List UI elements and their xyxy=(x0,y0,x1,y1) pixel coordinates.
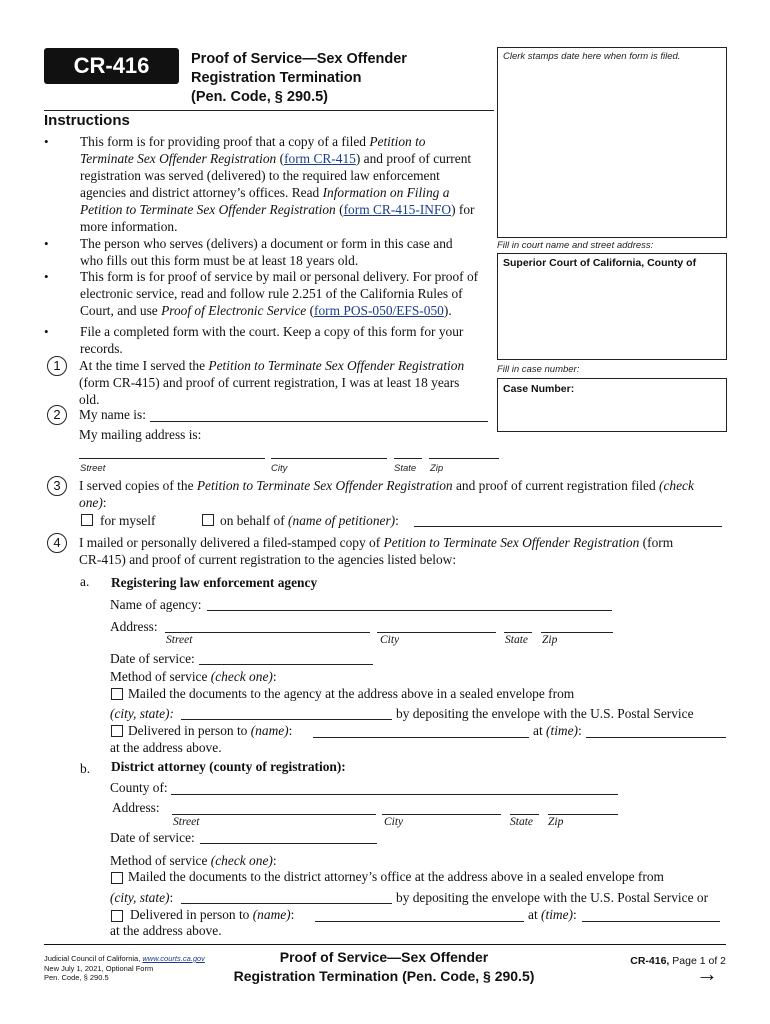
item-3-line2: one): xyxy=(79,495,107,510)
da-state-field[interactable] xyxy=(510,814,539,815)
agency-address-above: at the address above. xyxy=(110,740,222,755)
da-date-label: Date of service: xyxy=(110,830,195,845)
agency-street-caption: Street xyxy=(166,634,193,646)
section-b-letter: b. xyxy=(80,761,91,776)
item-1-line1: At the time I served the Petition to Terminate Sex Offender Registration xyxy=(79,358,465,373)
link-cr-415[interactable]: form CR-415 xyxy=(284,151,356,166)
form-title-line3: (Pen. Code, § 290.5) xyxy=(191,89,328,105)
instr-1-line4: agencies and district attorney’s offices. Read Information on Filing a xyxy=(80,185,450,200)
instr-1-line2: Terminate Sex Offender Registration (form CR-415) and proof of current xyxy=(80,151,472,166)
instr-1-line6: more information. xyxy=(80,219,178,234)
court-name-box[interactable] xyxy=(497,253,727,360)
instructions-heading: Instructions xyxy=(44,112,130,129)
instr-2-line2: who fills out this form must be at least 18 years old. xyxy=(80,253,359,268)
item-4-line2: CR-415) and proof of current registration to the agencies listed below: xyxy=(79,552,457,567)
agency-mailed-citystate-label: (city, state): xyxy=(110,706,174,721)
for-myself-checkbox[interactable] xyxy=(81,514,93,526)
section-b-heading: District attorney (county of registration): xyxy=(111,759,346,774)
agency-date-label: Date of service: xyxy=(110,651,195,666)
footer-date: New July 1, 2021, Optional Form xyxy=(44,963,154,973)
bullet-2: • xyxy=(44,236,49,251)
court-label: Superior Court of California, County of xyxy=(503,257,697,269)
instr-3-line3: Court, and use Proof of Electronic Service (form POS-050/EFS-050). xyxy=(80,303,452,318)
case-fill-label: Fill in case number: xyxy=(497,364,580,375)
city-caption: City xyxy=(271,463,288,474)
zip-caption: Zip xyxy=(430,463,444,474)
agency-date-field[interactable] xyxy=(199,664,373,665)
da-delivered-name-field[interactable] xyxy=(315,921,524,922)
court-fill-label: Fill in court name and street address: xyxy=(497,240,654,251)
footer-council: Judicial Council of California, www.courts.ca.gov New July 1, 2021, Optional Form Pen. Code, § 290.5 xyxy=(44,954,205,982)
agency-name-label: Name of agency: xyxy=(110,597,202,612)
da-address-label: Address: xyxy=(112,800,160,815)
item-1-line3: old. xyxy=(79,392,100,407)
da-mailed-line2: by depositing the envelope with the U.S. Postal Service or xyxy=(396,890,709,905)
agency-time-label: at (time): xyxy=(533,723,582,738)
address-street-field[interactable] xyxy=(79,458,265,459)
da-delivered-checkbox[interactable] xyxy=(111,910,123,922)
agency-delivered-name-field[interactable] xyxy=(313,737,529,738)
section-a-heading: Registering law enforcement agency xyxy=(111,575,318,590)
form-title-line2: Registration Termination xyxy=(191,70,362,86)
agency-delivered-checkbox[interactable] xyxy=(111,725,123,737)
item-4-line1: I mailed or personally delivered a filed-stamped copy of Petition to Terminate Sex Offender Registration (form xyxy=(79,535,674,550)
bullet-4: • xyxy=(44,324,49,339)
item-3-line1: I served copies of the Petition to Terminate Sex Offender Registration and proof of current registration filed (check xyxy=(79,478,694,493)
agency-delivered-label: Delivered in person to (name): xyxy=(128,723,293,738)
da-time-field[interactable] xyxy=(582,921,720,922)
bullet-3: • xyxy=(44,269,49,284)
da-mailed-line1: Mailed the documents to the district attorney’s office at the address above in a sealed envelope from xyxy=(128,869,664,884)
instr-2-line1: The person who serves (delivers) a document or form in this case and xyxy=(80,236,453,251)
instr-3-line1: This form is for proof of service by mail or personal delivery. For proof of xyxy=(80,269,479,284)
agency-zip-field[interactable] xyxy=(541,632,613,633)
case-label: Case Number: xyxy=(503,383,575,395)
next-page-arrow-icon[interactable]: → xyxy=(696,961,718,986)
agency-mailed-line2: by depositing the envelope with the U.S. Postal Service xyxy=(396,706,694,721)
clerk-stamp-box xyxy=(497,47,727,238)
my-name-field[interactable] xyxy=(150,421,488,422)
da-mailed-citystate-label: (city, state): xyxy=(110,890,174,905)
instr-3-line2: electronic service, read and follow rule 2.251 of the California Rules of xyxy=(80,286,463,301)
da-mailed-checkbox[interactable] xyxy=(111,872,123,884)
item-1-line2: (form CR-415) and proof of current registration, I was at least 18 years xyxy=(79,375,460,390)
link-pos-050[interactable]: form POS-050/EFS-050 xyxy=(314,303,444,318)
footer-code: Pen. Code, § 290.5 xyxy=(44,973,109,982)
da-date-field[interactable] xyxy=(200,843,377,844)
da-delivered-label: Delivered in person to (name): xyxy=(130,907,295,922)
footer-title xyxy=(200,948,568,986)
header-rule xyxy=(44,110,494,111)
instr-1-line5: Petition to Terminate Sex Offender Registration (form CR-415-INFO) for xyxy=(80,202,475,217)
agency-method-label: Method of service (check one): xyxy=(110,669,277,684)
item-3-number: 3 xyxy=(47,476,67,496)
footer-page-number: CR-416, Page 1 of 2 xyxy=(630,955,726,967)
link-cr-415-info[interactable]: form CR-415-INFO xyxy=(343,202,452,217)
agency-address-label: Address: xyxy=(110,619,158,634)
state-caption: State xyxy=(394,463,417,474)
item-1-number: 1 xyxy=(47,356,67,376)
da-zip-caption: Zip xyxy=(548,816,564,828)
street-caption: Street xyxy=(80,463,106,474)
da-street-caption: Street xyxy=(173,816,200,828)
da-county-field[interactable] xyxy=(171,794,618,795)
instr-1-line1: This form is for providing proof that a copy of a filed Petition to xyxy=(80,134,426,149)
agency-city-field[interactable] xyxy=(377,632,496,633)
da-address-above: at the address above. xyxy=(110,923,222,938)
agency-city-caption: City xyxy=(380,634,400,646)
instr-1-line3: registration was served (delivered) to the required law enforcement xyxy=(80,168,440,183)
address-state-field[interactable] xyxy=(394,458,422,459)
clerk-stamp-note: Clerk stamps date here when form is filed. xyxy=(503,51,681,62)
da-citystate-field[interactable] xyxy=(181,903,392,904)
form-title xyxy=(191,50,407,107)
agency-street-field[interactable] xyxy=(165,632,370,633)
da-city-caption: City xyxy=(384,816,404,828)
petitioner-name-field[interactable] xyxy=(414,526,722,527)
footer-title-line2: Registration Termination (Pen. Code, § 290.5) xyxy=(233,968,535,984)
item-2-number: 2 xyxy=(47,405,67,425)
agency-zip-caption: Zip xyxy=(542,634,558,646)
on-behalf-checkbox[interactable] xyxy=(202,514,214,526)
agency-mailed-line1: Mailed the documents to the agency at the address above in a sealed envelope from xyxy=(128,686,575,701)
da-street-field[interactable] xyxy=(172,814,376,815)
da-state-caption: State xyxy=(510,816,533,828)
my-name-label: My name is: xyxy=(79,407,146,422)
form-id: CR-416 xyxy=(73,53,150,78)
da-city-field[interactable] xyxy=(382,814,501,815)
section-a-letter: a. xyxy=(80,574,90,589)
da-county-label: County of: xyxy=(110,780,168,795)
mailing-address-label: My mailing address is: xyxy=(79,427,202,442)
instr-4-line2: records. xyxy=(80,341,123,356)
bullet-1: • xyxy=(44,134,49,149)
item-4-number: 4 xyxy=(47,533,67,553)
agency-citystate-field[interactable] xyxy=(181,719,392,720)
agency-mailed-checkbox[interactable] xyxy=(111,688,123,700)
address-zip-field[interactable] xyxy=(429,458,499,459)
agency-state-caption: State xyxy=(505,634,528,646)
agency-time-field[interactable] xyxy=(586,737,726,738)
footer-rule xyxy=(44,944,726,945)
agency-state-field[interactable] xyxy=(504,632,532,633)
form-title-line1: Proof of Service—Sex Offender xyxy=(191,51,407,67)
agency-name-field[interactable] xyxy=(207,610,612,611)
instr-4-line1: File a completed form with the court. Keep a copy of this form for your xyxy=(80,324,464,339)
footer-title-line1: Proof of Service—Sex Offender xyxy=(279,949,489,965)
for-myself-label: for myself xyxy=(100,513,156,528)
address-city-field[interactable] xyxy=(271,458,387,459)
on-behalf-label: on behalf of (name of petitioner): xyxy=(220,513,399,528)
da-method-label: Method of service (check one): xyxy=(110,853,277,868)
da-zip-field[interactable] xyxy=(548,814,618,815)
da-time-label: at (time): xyxy=(528,907,577,922)
courts-website-link[interactable]: www.courts.ca.gov xyxy=(142,954,205,963)
